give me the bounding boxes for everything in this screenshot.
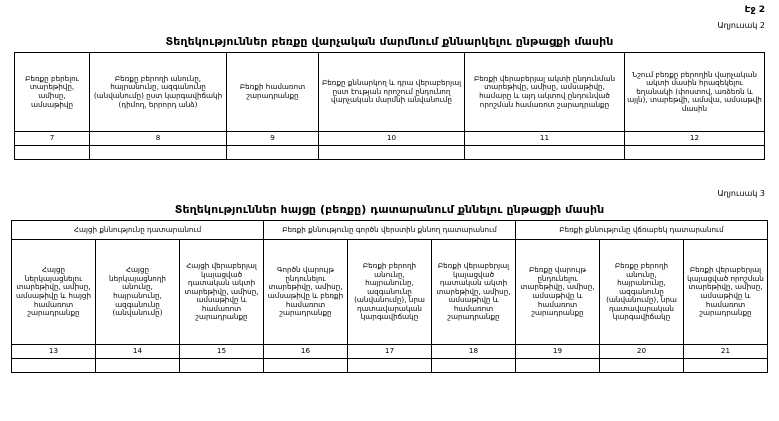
- table-2-header-cell: Բեռքը բերողի անունը, հայրանունը, ազգանունը (անվանումը) ըստ կարգավիճակի (դիմող, երրորդ անձ): [90, 53, 227, 132]
- table-cell: [264, 359, 348, 373]
- table-3-header-cell: Բեռքի վերաբերյալ կայացված որոշման տարեթիվը, ամիսը, ամսաթիվը և համառոտ շարադրանքը: [684, 240, 768, 345]
- table-cell: [625, 146, 765, 160]
- table-row: [15, 146, 765, 160]
- table-number-row: [15, 132, 765, 146]
- column-number: 7: [15, 132, 90, 146]
- table-3-label: Աղյուսակ 3: [717, 189, 765, 198]
- column-number: 21: [684, 345, 768, 359]
- page-marker: Էջ 2: [744, 5, 765, 15]
- table-3-header-cell: Հայցը ներկայացնողի անունը, հայրանունը, ազգանունը (անվանումը): [96, 240, 180, 345]
- column-number: 19: [516, 345, 600, 359]
- table-cell: [180, 359, 264, 373]
- table-group-header-row: [12, 221, 768, 240]
- table-cell: [227, 146, 319, 160]
- column-number: 8: [90, 132, 227, 146]
- table-2-label: Աղյուսակ 2: [717, 21, 765, 30]
- column-number: 13: [12, 345, 96, 359]
- column-number: 18: [432, 345, 516, 359]
- table-cell: [319, 146, 465, 160]
- table-cell: [600, 359, 684, 373]
- table-2-header-cell: Բեռքը բերելու տարեթիվը, ամիսը, ամսաթիվը: [15, 53, 90, 132]
- table-cell: [516, 359, 600, 373]
- table-3-header-cell: Բեռքի վերաբերյալ կայացված դատական ակտի տարեթիվը, ամիսը, ամսաթիվը և համառոտ շարադրանքը: [432, 240, 516, 345]
- table-cell: [684, 359, 768, 373]
- table-2-header-cell: Բեռքի վերաբերյալ ակտի ընդունման տարեթիվը, ամիսը, ամսաթիվը, համարը և այդ ակտով ընդունված որոշման համառոտ շարադրանքը: [465, 53, 625, 132]
- table-section-3: [0, 188, 779, 373]
- table-3-group-header: Բեռքի քննությունը գործն վերստին քննող դատարանում: [264, 221, 516, 240]
- table-cell: [15, 146, 90, 160]
- table-3-group-header: Հայցի քննությունը դատարանում: [12, 221, 264, 240]
- column-number: 11: [465, 132, 625, 146]
- column-number: 9: [227, 132, 319, 146]
- table-3-header-cell: Բեռքի բերողի անունը, հայրանունը, ազգանունը (անվանումը), նրա դատավարական կարգավիճակը: [348, 240, 432, 345]
- column-number: 14: [96, 345, 180, 359]
- table-number-row: [12, 345, 768, 359]
- column-number: 15: [180, 345, 264, 359]
- table-3-header-cell: Հայցը ներկայացնելու տարեթիվը, ամիսը, ամսաթիվը և հայցի համառոտ շարադրանքը: [12, 240, 96, 345]
- table-cell: [12, 359, 96, 373]
- table-3-title: Տեղեկություններ հայցը (բեռքը) դատարանում քննելու ընթացքի մասին: [174, 203, 605, 216]
- table-2-title: Տեղեկություններ բեռքը վարչական մարմնում քննարկելու ընթացքի մասին: [165, 35, 614, 48]
- table-cell: [90, 146, 227, 160]
- table-cell: [348, 359, 432, 373]
- table-header-row: [15, 53, 765, 132]
- table-2-header-cell: Նշում բեռքը բերողին վարչական ակտի մասին հրազեկելու եղանակի (փոստով, առձեռն և այլն), տարեթվի, ամսվա, ամսաթվի մասին: [625, 53, 765, 132]
- table-3-header-cell: Գործն վարույթ ընդունելու տարեթիվը, ամիսը, ամսաթիվը և բեռքի համառոտ շարադրանքը: [264, 240, 348, 345]
- table-2-header-cell: Բեռքի համառոտ շարադրանքը: [227, 53, 319, 132]
- column-number: 20: [600, 345, 684, 359]
- table-cell: [96, 359, 180, 373]
- table-header-row: [12, 240, 768, 345]
- table-cell: [432, 359, 516, 373]
- column-number: 12: [625, 132, 765, 146]
- table-row: [12, 359, 768, 373]
- table-3: [11, 220, 768, 373]
- table-2: [14, 52, 765, 160]
- table-3-header-cell: Բեռքը վարույթ ընդունելու տարեթիվը, ամիսը, ամսաթիվը և համառոտ շարադրանքը: [516, 240, 600, 345]
- table-3-header-cell: Բեռքը բերողի անունը, հայրանունը, ազգանունը (անվանումը), նրա դատավարական կարգավիճակը: [600, 240, 684, 345]
- table-section-2: [0, 20, 779, 160]
- column-number: 16: [264, 345, 348, 359]
- table-3-header-cell: Հայցի վերաբերյալ կայացված դատական ակտի տարեթիվը, ամիսը, ամսաթիվը և համառոտ շարադրանքը: [180, 240, 264, 345]
- column-number: 10: [319, 132, 465, 146]
- table-cell: [465, 146, 625, 160]
- table-3-group-header: Բեռքի քննությունը վճռաբեկ դատարանում: [516, 221, 768, 240]
- column-number: 17: [348, 345, 432, 359]
- table-2-header-cell: Բեռքը քննարկող և դրա վերաբերյալ ըստ էության որոշում ընդունող վարչական մարմնի անվանումը: [319, 53, 465, 132]
